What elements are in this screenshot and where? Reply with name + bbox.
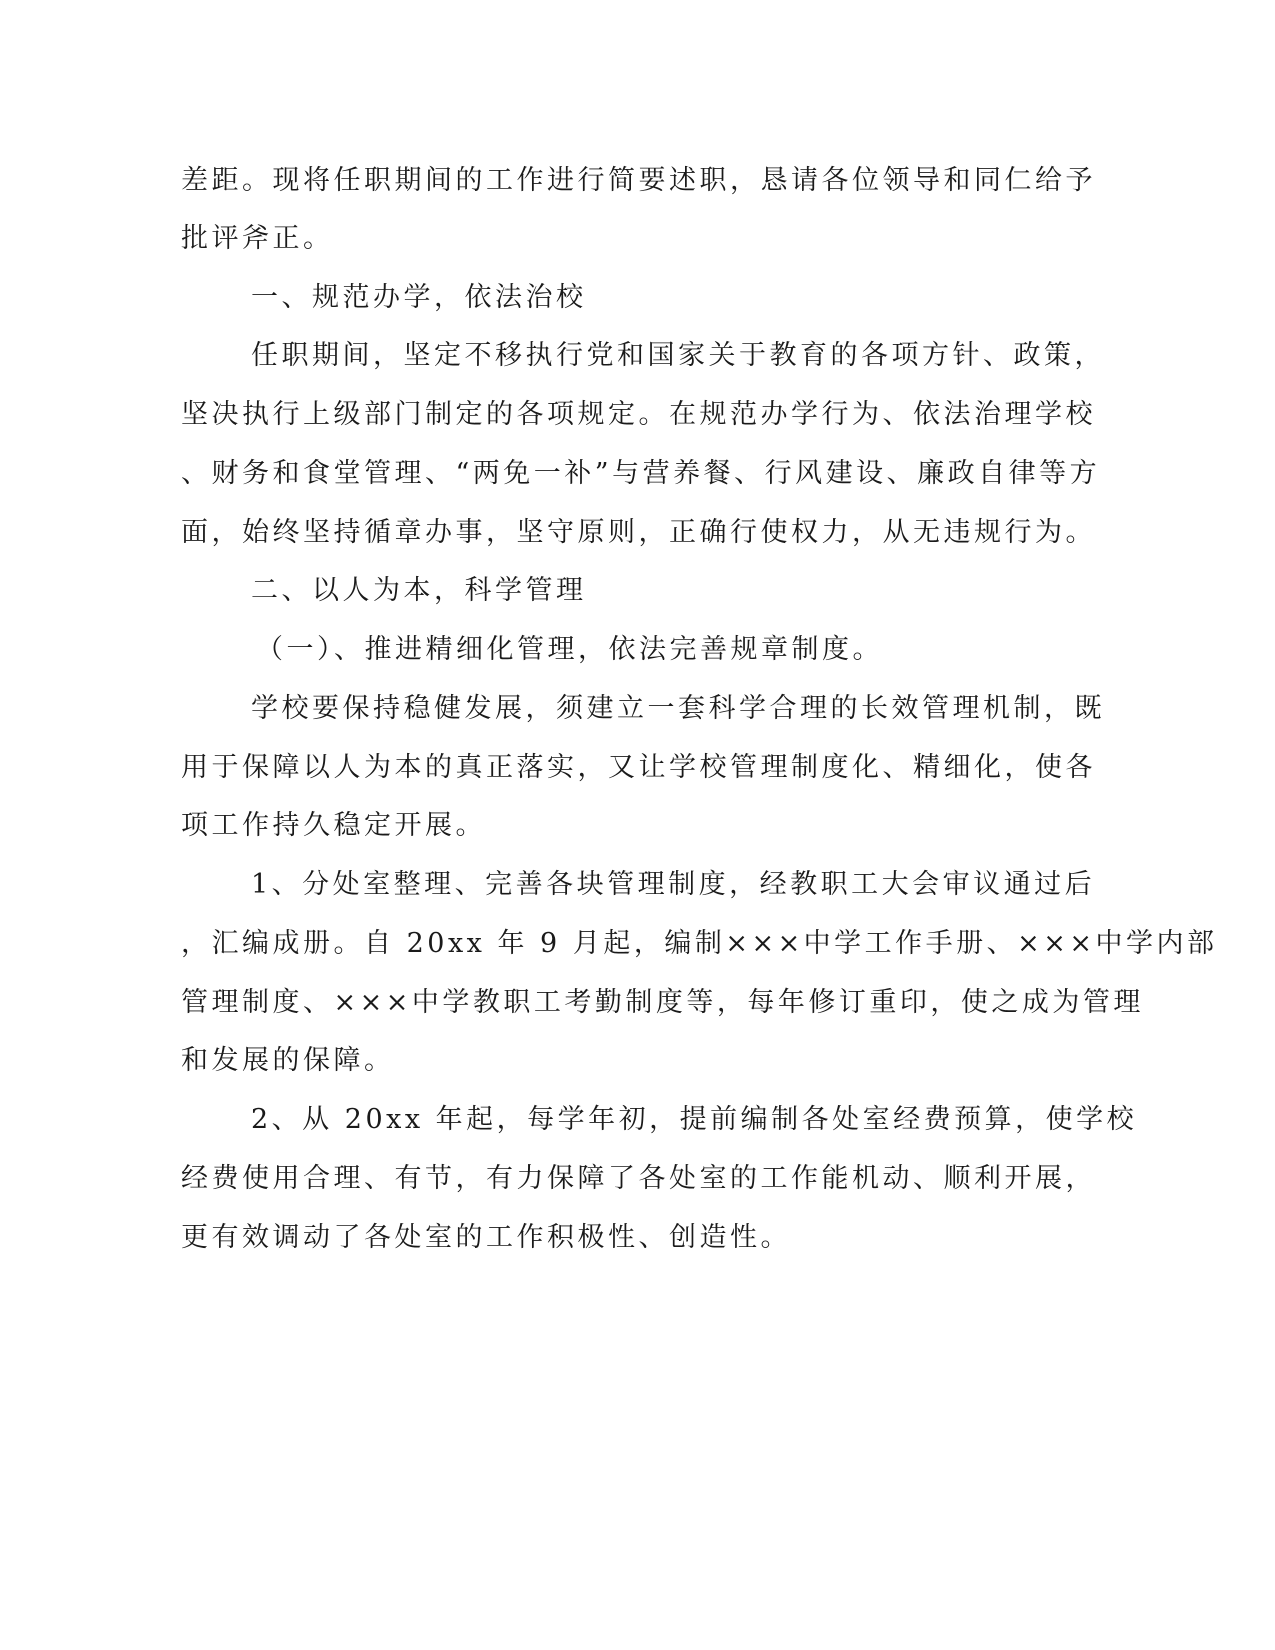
paragraph-line: 用于保障以人为本的真正落实，又让学校管理制度化、精细化，使各 xyxy=(181,752,1096,783)
section-heading: 一、规范办学，依法治校 xyxy=(251,282,587,313)
section-heading: 二、以人为本，科学管理 xyxy=(251,575,587,606)
paragraph-line: 差距。现将任职期间的工作进行简要述职，恳请各位领导和同仁给予 xyxy=(181,165,1096,196)
paragraph-line: 坚决执行上级部门制定的各项规定。在规范办学行为、依法治理学校 xyxy=(181,399,1096,430)
paragraph-line: 任职期间，坚定不移执行党和国家关于教育的各项方针、政策， xyxy=(251,340,1105,371)
paragraph-line: 面，始终坚持循章办事，坚守原则，正确行使权力，从无违规行为。 xyxy=(181,517,1096,548)
paragraph-line: 项工作持久稳定开展。 xyxy=(181,810,486,841)
paragraph-line: 批评斧正。 xyxy=(181,223,334,254)
paragraph-line: 学校要保持稳健发展，须建立一套科学合理的长效管理机制，既 xyxy=(251,693,1105,724)
paragraph-line: 和发展的保障。 xyxy=(181,1045,395,1076)
paragraph-line: 管理制度、×××中学教职工考勤制度等，每年修订重印，使之成为管理 xyxy=(181,987,1144,1018)
paragraph-line: 、财务和食堂管理、“两免一补”与营养餐、行风建设、廉政自律等方 xyxy=(181,458,1101,489)
paragraph-line: ，汇编成册。自 20xx 年 9 月起，编制×××中学工作手册、×××中学内部 xyxy=(181,928,1218,959)
paragraph-line: 2、从 20xx 年起，每学年初，提前编制各处室经费预算，使学校 xyxy=(251,1104,1138,1135)
paragraph-line: 经费使用合理、有节，有力保障了各处室的工作能机动、顺利开展， xyxy=(181,1163,1096,1194)
subsection-heading: （一）、推进精细化管理，依法完善规章制度。 xyxy=(256,634,883,665)
paragraph-line: 1、分处室整理、完善各块管理制度，经教职工大会审议通过后 xyxy=(251,869,1096,900)
paragraph-line: 更有效调动了各处室的工作积极性、创造性。 xyxy=(181,1222,791,1253)
